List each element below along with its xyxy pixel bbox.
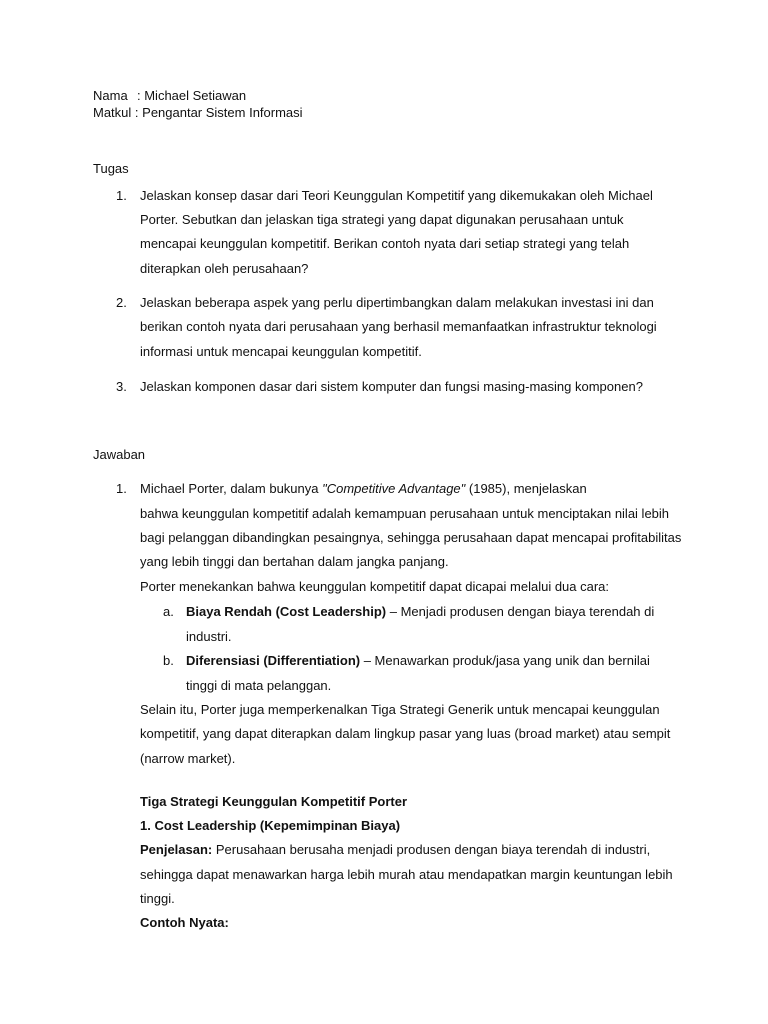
jawaban-after-line: (narrow market). <box>140 751 236 766</box>
strategy-1-title: 1. Cost Leadership (Kepemimpinan Biaya) <box>140 818 401 833</box>
sub-item-b-line <box>186 652 650 669</box>
jawaban-after-line: kompetitif, yang dapat diterapkan dalam lingkup pasar yang luas (broad market) atau sempit <box>140 726 671 741</box>
explanation-label: Penjelasan: <box>140 842 213 857</box>
sub-item-b-rest: – Menawarkan produk/jasa yang unik dan bernilai <box>360 653 650 668</box>
jawaban-paragraph-line: bagi pelanggan dibandingkan pesaingnya, sehingga perusahaan dapat mencapai profitabilitas <box>140 530 682 545</box>
sub-item-a-term: Biaya Rendah (Cost Leadership) <box>186 604 387 619</box>
jawaban-paragraph-line: Porter menekankan bahwa keunggulan kompetitif dapat dicapai melalui dua cara: <box>140 579 610 594</box>
book-title: "Competitive Advantage" <box>322 481 466 496</box>
tugas-item-2-line: berikan contoh nyata dari perusahaan yang berhasil memanfaatkan infrastruktur teknologi <box>140 319 657 334</box>
first-line-post: (1985), menjelaskan <box>465 481 587 496</box>
name-row <box>93 87 247 104</box>
explanation-line: tinggi. <box>140 891 175 906</box>
course-value: : Pengantar Sistem Informasi <box>134 105 303 120</box>
sub-item-a-line <box>186 603 654 620</box>
tugas-item-1-line: diterapkan oleh perusahaan? <box>140 261 309 276</box>
strategies-title: Tiga Strategi Keunggulan Kompetitif Porter <box>140 794 408 809</box>
jawaban-item-1-first-line <box>140 480 587 497</box>
explanation-text: Perusahaan berusaha menjadi produsen dengan biaya terendah di industri, <box>212 842 651 857</box>
tugas-item-2-line: informasi untuk mencapai keunggulan kompetitif. <box>140 344 422 359</box>
jawaban-paragraph-line: bahwa keunggulan kompetitif adalah kemampuan perusahaan untuk menciptakan nilai lebih <box>140 506 670 521</box>
sub-item-a-marker: a. <box>163 604 174 619</box>
sub-item-a-rest: – Menjadi produsen dengan biaya terendah di <box>386 604 655 619</box>
jawaban-heading: Jawaban <box>93 447 146 462</box>
first-line-pre: Michael Porter, dalam bukunya <box>140 481 323 496</box>
sub-item-b-cont: tinggi di mata pelanggan. <box>186 678 332 693</box>
tugas-heading: Tugas <box>93 161 129 176</box>
example-label: Contoh Nyata: <box>140 915 229 930</box>
tugas-item-2-line: Jelaskan beberapa aspek yang perlu dipertimbangkan dalam melakukan investasi ini dan <box>140 295 654 310</box>
tugas-item-3-line: Jelaskan komponen dasar dari sistem komputer dan fungsi masing-masing komponen? <box>140 379 643 394</box>
tugas-item-1-line: Jelaskan konsep dasar dari Teori Keunggulan Kompetitif yang dikemukakan oleh Michael <box>140 188 653 203</box>
strategy-1-explanation <box>140 841 650 858</box>
tugas-item-1-line: Porter. Sebutkan dan jelaskan tiga strategi yang dapat digunakan perusahaan untuk <box>140 212 624 227</box>
tugas-item-1-line: mencapai keunggulan kompetitif. Berikan contoh nyata dari setiap strategi yang telah <box>140 236 630 251</box>
tugas-item-2-marker: 2. <box>116 295 127 310</box>
course-row <box>93 104 303 121</box>
jawaban-after-line: Selain itu, Porter juga memperkenalkan Tiga Strategi Generik untuk mencapai keunggulan <box>140 702 660 717</box>
sub-item-b-marker: b. <box>163 653 174 668</box>
name-label: Nama <box>93 88 128 103</box>
course-label: Matkul <box>93 105 132 120</box>
tugas-item-1-marker: 1. <box>116 188 127 203</box>
sub-item-a-cont: industri. <box>186 629 232 644</box>
sub-item-b-term: Diferensiasi (Differentiation) <box>186 653 361 668</box>
name-value: : Michael Setiawan <box>137 88 247 103</box>
tugas-item-3-marker: 3. <box>116 379 127 394</box>
jawaban-item-1-marker: 1. <box>116 481 127 496</box>
explanation-line: sehingga dapat menawarkan harga lebih murah atau mendapatkan margin keuntungan lebih <box>140 867 673 882</box>
jawaban-paragraph-line: yang lebih tinggi dan bertahan dalam jangka panjang. <box>140 554 449 569</box>
